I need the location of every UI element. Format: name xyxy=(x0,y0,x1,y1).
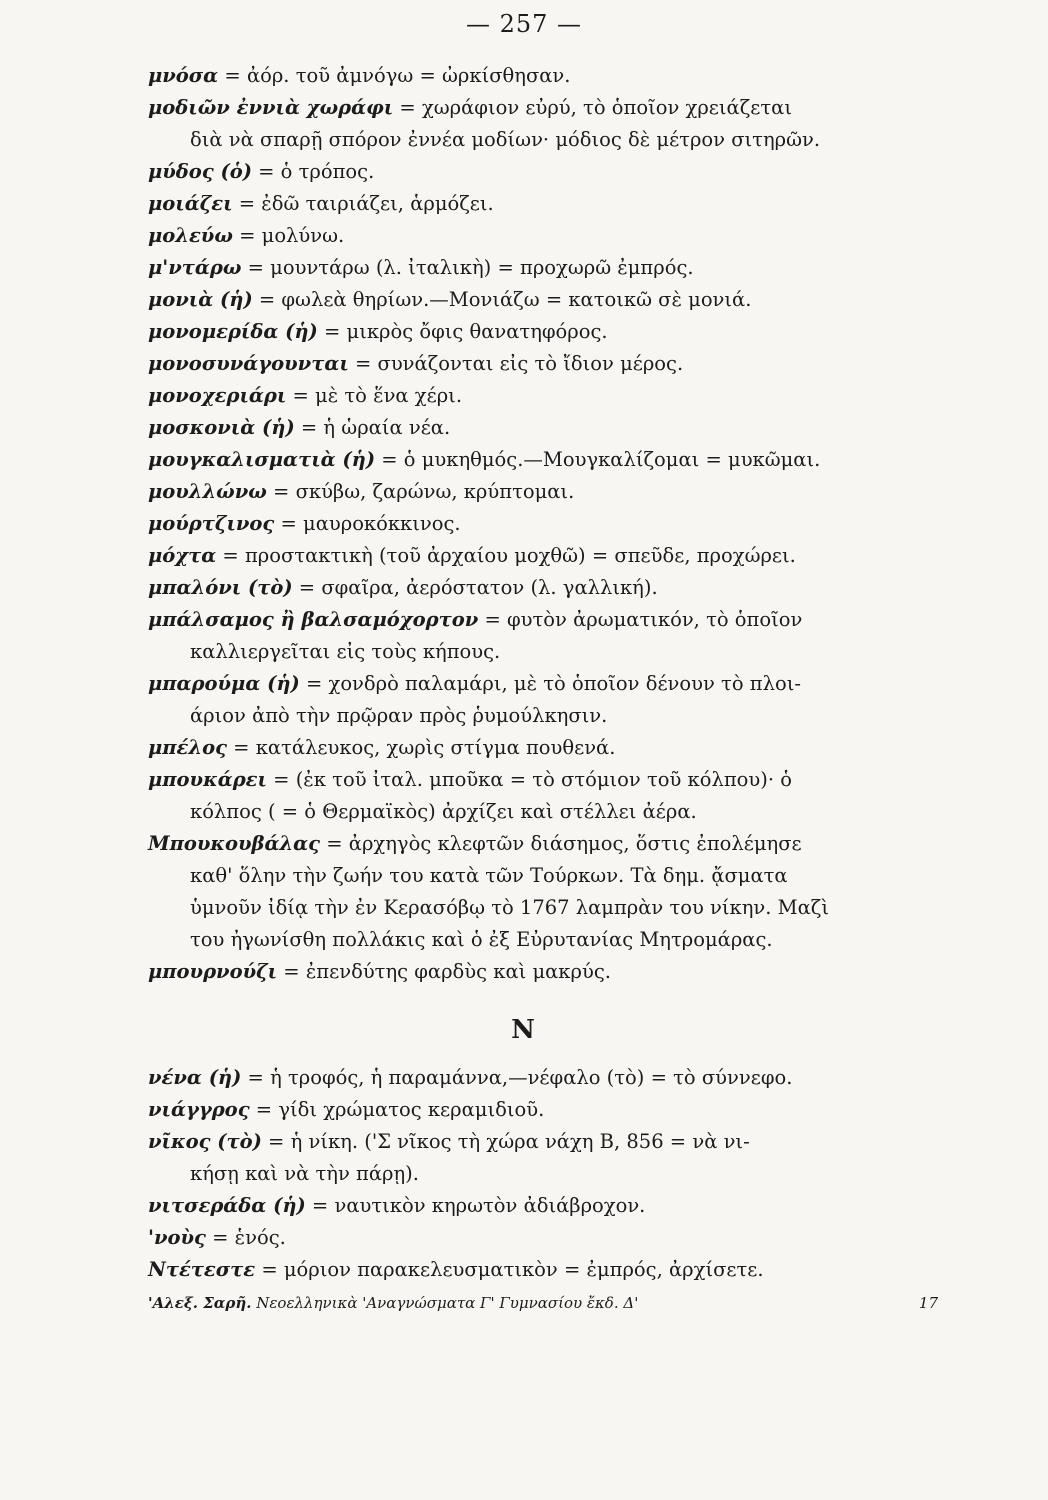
entry-definition: = ἐδῶ ταιριάζει, ἁρμόζει. xyxy=(232,192,494,215)
entry-definition: = μὲ τὸ ἕνα χέρι. xyxy=(286,384,463,407)
entry-definition: = ἀόρ. τοῦ ἀμνόγω = ὠρκίσθησαν. xyxy=(218,64,571,87)
glossary xyxy=(148,60,938,1318)
entry-definition: = (ἐκ τοῦ ἰταλ. μποῦκα = τὸ στόμιον τοῦ κόλπου)· ὁ xyxy=(266,768,792,791)
entry-headword: νένα (ἡ) xyxy=(148,1066,242,1089)
glossary-entry xyxy=(148,316,938,348)
entry-continuation-line xyxy=(148,1158,938,1190)
entry-definition: = ναυτικὸν κηρωτὸν ἀδιάβροχον. xyxy=(305,1194,646,1217)
glossary-entry xyxy=(148,60,938,92)
entry-headword: μολεύω xyxy=(148,224,233,247)
entry-headword: Μπουκουβάλας xyxy=(148,832,321,855)
entry-headword: νῖκος (τὸ) xyxy=(148,1130,262,1153)
entry-definition: = φωλεὰ θηρίων.—Μονιάζω = κατοικῶ σὲ μονιά. xyxy=(252,288,752,311)
entry-headword: μοσκονιὰ (ἡ) xyxy=(148,416,295,439)
entry-definition: = γίδι χρώματος κεραμιδιοῦ. xyxy=(249,1098,545,1121)
glossary-entry xyxy=(148,1094,938,1126)
entry-headword: μονιὰ (ἡ) xyxy=(148,288,253,311)
entry-definition: = ἡ ὡραία νέα. xyxy=(294,416,451,439)
entry-headword: μονοσυνάγουνται xyxy=(148,352,349,375)
entry-definition: = μαυροκόκκινος. xyxy=(274,512,461,535)
entry-headword: μουλλώνω xyxy=(148,480,267,503)
glossary-entry xyxy=(148,508,938,540)
entry-headword: νιάγγρος xyxy=(148,1098,250,1121)
entry-continuation-line xyxy=(148,860,938,892)
glossary-entry xyxy=(148,1222,938,1254)
entry-continuation-line xyxy=(148,892,938,924)
entry-definition: = μικρὸς ὄφις θανατηφόρος. xyxy=(317,320,608,343)
entry-continuation-text: καλλιεργεῖται εἰς τοὺς κήπους. xyxy=(190,640,501,663)
entry-definition: = συνάζονται εἰς τὸ ἴδιον μέρος. xyxy=(348,352,684,375)
glossary-entry xyxy=(148,188,938,220)
entry-definition: = μουντάρω (λ. ἰταλικὴ) = προχωρῶ ἐμπρός. xyxy=(241,256,694,279)
entry-headword: 'νοὺς xyxy=(148,1226,206,1249)
entry-headword: μπέλος xyxy=(148,736,227,759)
glossary-section-n xyxy=(148,1062,938,1286)
glossary-entry xyxy=(148,956,938,988)
footer-book-title: Νεοελληνικὰ 'Αναγνώσματα Γ' Γυμνασίου ἔκδ. Δ' xyxy=(256,1294,639,1312)
entry-definition: = ἡ τροφός, ἡ παραμάννα,—νέφαλο (τὸ) = τὸ σύννεφο. xyxy=(241,1066,793,1089)
entry-continuation-text: διὰ νὰ σπαρῇ σπόρον ἐννέα μοδίων· μόδιος δὲ μέτρον σιτηρῶν. xyxy=(190,128,821,151)
glossary-entry xyxy=(148,348,938,380)
glossary-entry xyxy=(148,92,938,124)
glossary-entry xyxy=(148,1062,938,1094)
glossary-entry xyxy=(148,764,938,796)
glossary-entry xyxy=(148,156,938,188)
glossary-entry xyxy=(148,220,938,252)
entry-headword: μοδιῶν ἐννιὰ χωράφι xyxy=(148,96,394,119)
entry-definition: = χωράφιον εὐρύ, τὸ ὁποῖον χρειάζεται xyxy=(393,96,792,119)
entry-headword: μπουκάρει xyxy=(148,768,267,791)
entry-headword: μύδος (ὁ) xyxy=(148,160,252,183)
entry-definition: = ἑνός. xyxy=(205,1226,286,1249)
entry-headword: μονομερίδα (ἡ) xyxy=(148,320,318,343)
glossary-entry xyxy=(148,412,938,444)
entry-definition: = σφαῖρα, ἀερόστατον (λ. γαλλική). xyxy=(292,576,658,599)
page-number: — 257 — xyxy=(465,10,583,38)
entry-headword: μουγκαλισματιὰ (ἡ) xyxy=(148,448,376,471)
entry-continuation-line xyxy=(148,124,938,156)
glossary-entry xyxy=(148,252,938,284)
entry-continuation-text: του ἠγωνίσθη πολλάκις καὶ ὁ ἐξ Εὐρυτανίας Μητρομάρας. xyxy=(190,928,773,951)
entry-headword: μόχτα xyxy=(148,544,217,567)
entry-definition: = ὁ μυκηθμός.—Μουγκαλίζομαι = μυκῶμαι. xyxy=(375,448,821,471)
glossary-entry xyxy=(148,1190,938,1222)
entry-definition: = ἐπενδύτης φαρδὺς καὶ μακρύς. xyxy=(277,960,611,983)
glossary-entry xyxy=(148,380,938,412)
glossary-section-m xyxy=(148,60,938,988)
entry-definition: = ἡ νίκη. ('Σ νῖκος τὴ χώρα νάχη Β, 856 = νὰ νι- xyxy=(261,1130,750,1153)
entry-continuation-line xyxy=(148,700,938,732)
glossary-entry xyxy=(148,1126,938,1158)
glossary-entry xyxy=(148,828,938,860)
entry-headword: μπαρούμα (ἡ) xyxy=(148,672,300,695)
glossary-entry xyxy=(148,444,938,476)
footer-sheet-number: 17 xyxy=(918,1294,938,1312)
entry-definition: = σκύβω, ζαρώνω, κρύπτομαι. xyxy=(266,480,575,503)
entry-headword: μοιάζει xyxy=(148,192,233,215)
entry-continuation-line xyxy=(148,924,938,956)
entry-definition: = ὁ τρόπος. xyxy=(251,160,375,183)
glossary-entry xyxy=(148,284,938,316)
entry-headword: μονοχεριάρι xyxy=(148,384,287,407)
glossary-entry xyxy=(148,732,938,764)
entry-definition: = μόριον παρακελευσματικὸν = ἐμπρός, ἀρχίσετε. xyxy=(255,1258,764,1281)
entry-headword: μπουρνούζι xyxy=(148,960,278,983)
entry-definition: = φυτὸν ἀρωματικόν, τὸ ὁποῖον xyxy=(478,608,803,631)
glossary-entry xyxy=(148,540,938,572)
entry-continuation-text: καθ' ὅλην τὴν ζωήν του κατὰ τῶν Τούρκων. Τὰ δημ. ᾄσματα xyxy=(190,864,788,887)
entry-definition: = μολύνω. xyxy=(232,224,345,247)
entry-continuation-line xyxy=(148,796,938,828)
entry-definition: = ἀρχηγὸς κλεφτῶν διάσημος, ὅστις ἐπολέμησε xyxy=(320,832,802,855)
entry-definition: = κατάλευκος, χωρὶς στίγμα πουθενά. xyxy=(226,736,616,759)
section-letter-heading: Ν xyxy=(511,1015,535,1045)
entry-continuation-text: κήσῃ καὶ νὰ τὴν πάρῃ). xyxy=(190,1162,419,1185)
glossary-entry xyxy=(148,604,938,636)
entry-continuation-text: άριον ἀπὸ τὴν πρῷραν πρὸς ῥυμούλκησιν. xyxy=(190,704,608,727)
glossary-entry xyxy=(148,476,938,508)
glossary-entry xyxy=(148,668,938,700)
entry-continuation-line xyxy=(148,636,938,668)
entry-headword: μούρτζινος xyxy=(148,512,275,535)
glossary-entry xyxy=(148,572,938,604)
entry-headword: μ'ντάρω xyxy=(148,256,242,279)
entry-headword: μνόσα xyxy=(148,64,219,87)
footer-author: 'Αλεξ. Σαρῆ. xyxy=(148,1294,252,1312)
entry-headword: Ντέτεστε xyxy=(148,1258,256,1281)
entry-definition: = χονδρὸ παλαμάρι, μὲ τὸ ὁποῖον δένουν τὸ πλοι- xyxy=(299,672,801,695)
entry-headword: νιτσεράδα (ἡ) xyxy=(148,1194,306,1217)
entry-definition: = προστακτικὴ (τοῦ ἀρχαίου μοχθῶ) = σπεῦδε, προχώρει. xyxy=(216,544,796,567)
glossary-entry xyxy=(148,1254,938,1286)
entry-continuation-text: κόλπος ( = ὁ Θερμαϊκὸς) ἀρχίζει καὶ στέλλει ἀέρα. xyxy=(190,800,697,823)
entry-headword: μπάλσαμος ἢ βαλσαμόχορτον xyxy=(148,608,479,631)
entry-headword: μπαλόνι (τὸ) xyxy=(148,576,293,599)
entry-continuation-text: ὑμνοῦν ἰδίᾳ τὴν ἐν Κερασόβῳ τὸ 1767 λαμπρὰν του νίκην. Μαζὶ xyxy=(190,896,829,919)
page-footer xyxy=(148,1288,938,1318)
